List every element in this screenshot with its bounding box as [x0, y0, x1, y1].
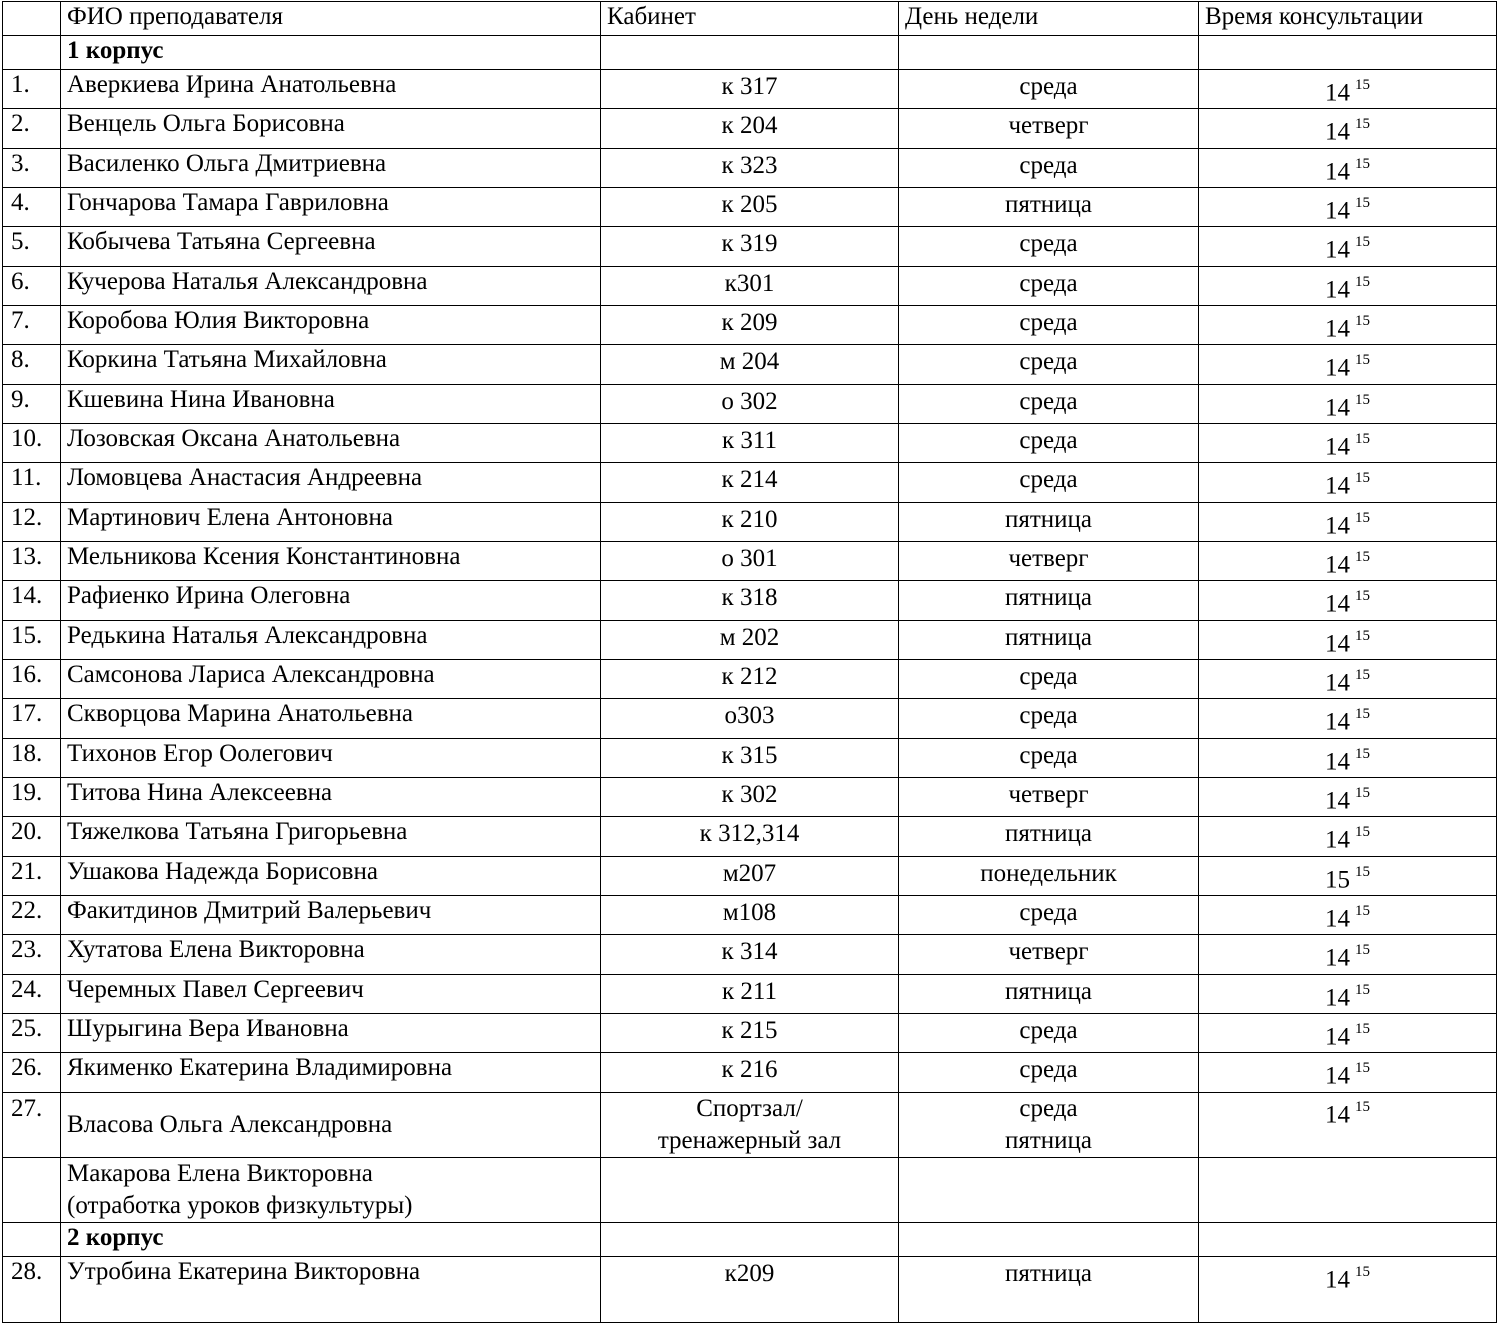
section-empty-cell — [3, 1222, 61, 1256]
table-row — [3, 502, 1497, 541]
time-minutes: 15 — [1355, 706, 1370, 723]
table-row — [3, 659, 1497, 698]
time-hour: 14 — [1325, 511, 1350, 539]
time-hour: 14 — [1325, 236, 1350, 264]
time-hour: 14 — [1325, 354, 1350, 382]
time-hour: 14 — [1325, 275, 1350, 303]
teacher-name: Кшевина Нина Ивановна — [61, 384, 601, 423]
time-hour: 14 — [1325, 1265, 1350, 1293]
time-minutes: 15 — [1355, 627, 1370, 644]
room: к 214 — [601, 463, 899, 502]
teacher-name: Утробина Екатерина Викторовна — [61, 1256, 601, 1322]
weekday: пятница — [899, 817, 1199, 856]
room: к 312,314 — [601, 817, 899, 856]
time-minutes: 15 — [1355, 1098, 1370, 1115]
row-number: 12. — [3, 502, 61, 541]
row-number: 17. — [3, 699, 61, 738]
time-hour: 14 — [1325, 905, 1350, 933]
time-minutes: 15 — [1355, 666, 1370, 683]
room: к 317 — [601, 70, 899, 109]
room: к 211 — [601, 974, 899, 1013]
consultation-time — [1199, 856, 1497, 895]
consultation-time — [1199, 384, 1497, 423]
teacher-name: Хутатова Елена Викторовна — [61, 935, 601, 974]
table-row — [3, 699, 1497, 738]
room: м 202 — [601, 620, 899, 659]
weekday — [899, 1157, 1199, 1222]
table-row — [3, 738, 1497, 777]
section-empty-cell — [601, 36, 899, 70]
teacher-name: Василенко Ольга Дмитриевна — [61, 148, 601, 187]
section-row — [3, 36, 1497, 70]
teacher-name: Венцель Ольга Борисовна — [61, 109, 601, 148]
consultation-time — [1199, 659, 1497, 698]
time-minutes: 15 — [1355, 352, 1370, 369]
time-minutes: 15 — [1355, 824, 1370, 841]
weekday: четверг — [899, 777, 1199, 816]
weekday: пятница — [899, 974, 1199, 1013]
table-row — [3, 148, 1497, 187]
teacher-name: Тяжелкова Татьяна Григорьевна — [61, 817, 601, 856]
weekday: среда — [899, 423, 1199, 462]
time-minutes: 15 — [1355, 155, 1370, 172]
row-number: 6. — [3, 266, 61, 305]
weekday: среда — [899, 148, 1199, 187]
teacher-name: Кобычева Татьяна Сергеевна — [61, 227, 601, 266]
weekday: среда — [899, 659, 1199, 698]
consultation-time — [1199, 305, 1497, 344]
weekday: понедельник — [899, 856, 1199, 895]
row-number — [3, 1157, 61, 1222]
room: о 301 — [601, 541, 899, 580]
header-day: День недели — [899, 2, 1199, 36]
time-hour: 14 — [1325, 708, 1350, 736]
row-number: 21. — [3, 856, 61, 895]
teacher-name: Факитдинов Дмитрий Валерьевич — [61, 895, 601, 934]
room: к 311 — [601, 423, 899, 462]
time-hour: 14 — [1325, 983, 1350, 1011]
consultation-time — [1199, 1013, 1497, 1052]
consultation-time — [1199, 187, 1497, 226]
time-hour: 14 — [1325, 79, 1350, 107]
time-hour: 14 — [1325, 433, 1350, 461]
time-hour: 14 — [1325, 315, 1350, 343]
table-row — [3, 1092, 1497, 1157]
teacher-name: Черемных Павел Сергеевич — [61, 974, 601, 1013]
consultation-time — [1199, 1092, 1497, 1157]
teacher-name: Аверкиева Ирина Анатольевна — [61, 70, 601, 109]
weekday: среда — [899, 699, 1199, 738]
row-number: 19. — [3, 777, 61, 816]
row-number: 27. — [3, 1092, 61, 1157]
consultation-time — [1199, 109, 1497, 148]
row-number: 24. — [3, 974, 61, 1013]
time-minutes: 15 — [1355, 430, 1370, 447]
row-number: 1. — [3, 70, 61, 109]
weekday: среда — [899, 305, 1199, 344]
row-number: 10. — [3, 423, 61, 462]
table-row — [3, 109, 1497, 148]
teacher-name: Шурыгина Вера Ивановна — [61, 1013, 601, 1052]
table-row — [3, 1053, 1497, 1092]
section-empty-cell — [3, 36, 61, 70]
weekday: среда — [899, 227, 1199, 266]
consultation-time — [1199, 1053, 1497, 1092]
room — [601, 1157, 899, 1222]
time-minutes: 15 — [1355, 863, 1370, 880]
room: к 302 — [601, 777, 899, 816]
room: к 209 — [601, 305, 899, 344]
consultation-time — [1199, 935, 1497, 974]
teacher-name: Скворцова Марина Анатольевна — [61, 699, 601, 738]
teacher-name: Ушакова Надежда Борисовна — [61, 856, 601, 895]
teacher-name: Тихонов Егор Оолегович — [61, 738, 601, 777]
room: о 302 — [601, 384, 899, 423]
header-time: Время консультации — [1199, 2, 1497, 36]
consultation-time — [1199, 502, 1497, 541]
teacher-name: Редькина Наталья Александровна — [61, 620, 601, 659]
header-row — [3, 2, 1497, 36]
row-number: 14. — [3, 581, 61, 620]
table-row — [3, 620, 1497, 659]
row-number: 7. — [3, 305, 61, 344]
consultation-time — [1199, 70, 1497, 109]
room: м108 — [601, 895, 899, 934]
room: к 212 — [601, 659, 899, 698]
consultation-time — [1199, 148, 1497, 187]
time-minutes: 15 — [1355, 234, 1370, 251]
teacher-name: Самсонова Лариса Александровна — [61, 659, 601, 698]
room: м207 — [601, 856, 899, 895]
table-row — [3, 345, 1497, 384]
time-minutes: 15 — [1355, 391, 1370, 408]
table-row — [3, 541, 1497, 580]
table-row — [3, 895, 1497, 934]
consultation-schedule-table — [2, 1, 1497, 1323]
row-number: 26. — [3, 1053, 61, 1092]
weekday: среда — [899, 895, 1199, 934]
table-row — [3, 423, 1497, 462]
time-hour: 14 — [1325, 1023, 1350, 1051]
weekday: пятница — [899, 581, 1199, 620]
section-empty-cell — [1199, 36, 1497, 70]
teacher-name: Мартинович Елена Антоновна — [61, 502, 601, 541]
time-hour: 14 — [1325, 118, 1350, 146]
weekday: пятница — [899, 502, 1199, 541]
time-hour: 14 — [1325, 669, 1350, 697]
time-minutes: 15 — [1355, 1263, 1370, 1280]
table-row — [3, 974, 1497, 1013]
time-hour: 14 — [1325, 590, 1350, 618]
time-hour: 14 — [1325, 393, 1350, 421]
row-number: 11. — [3, 463, 61, 502]
weekday: среда — [899, 1013, 1199, 1052]
time-minutes: 15 — [1355, 509, 1370, 526]
table-row — [3, 817, 1497, 856]
row-number: 3. — [3, 148, 61, 187]
row-number: 5. — [3, 227, 61, 266]
time-minutes: 15 — [1355, 942, 1370, 959]
room: Спортзал/ тренажерный зал — [601, 1092, 899, 1157]
time-minutes: 15 — [1355, 77, 1370, 93]
time-hour: 15 — [1325, 865, 1350, 893]
section-row — [3, 1222, 1497, 1256]
weekday: среда — [899, 738, 1199, 777]
room: к 318 — [601, 581, 899, 620]
time-minutes: 15 — [1355, 116, 1370, 133]
consultation-time — [1199, 620, 1497, 659]
time-minutes: 15 — [1355, 902, 1370, 919]
table-row — [3, 1256, 1497, 1322]
row-number: 20. — [3, 817, 61, 856]
weekday: среда — [899, 384, 1199, 423]
room: к 205 — [601, 187, 899, 226]
weekday: среда — [899, 463, 1199, 502]
consultation-time — [1199, 227, 1497, 266]
table-row — [3, 581, 1497, 620]
teacher-name: Макарова Елена Викторовна (отработка уроков физкультуры) — [61, 1157, 601, 1222]
time-minutes: 15 — [1355, 588, 1370, 605]
teacher-name: Гончарова Тамара Гавриловна — [61, 187, 601, 226]
teacher-name: Власова Ольга Александровна — [61, 1092, 601, 1157]
table-body — [3, 36, 1497, 1323]
room: к 210 — [601, 502, 899, 541]
consultation-time — [1199, 817, 1497, 856]
room: к209 — [601, 1256, 899, 1322]
teacher-name: Коркина Татьяна Михайловна — [61, 345, 601, 384]
consultation-time — [1199, 463, 1497, 502]
room: к 323 — [601, 148, 899, 187]
row-number: 25. — [3, 1013, 61, 1052]
table-row — [3, 463, 1497, 502]
row-number: 18. — [3, 738, 61, 777]
time-minutes: 15 — [1355, 273, 1370, 290]
teacher-name: Кучерова Наталья Александровна — [61, 266, 601, 305]
time-minutes: 15 — [1355, 745, 1370, 762]
time-hour: 14 — [1325, 747, 1350, 775]
table-row — [3, 70, 1497, 109]
table-row — [3, 266, 1497, 305]
time-hour: 14 — [1325, 551, 1350, 579]
consultation-time — [1199, 699, 1497, 738]
row-number: 4. — [3, 187, 61, 226]
time-hour: 14 — [1325, 197, 1350, 225]
teacher-name: Якименко Екатерина Владимировна — [61, 1053, 601, 1092]
weekday: среда пятница — [899, 1092, 1199, 1157]
weekday: среда — [899, 345, 1199, 384]
table-row — [3, 227, 1497, 266]
room: к 216 — [601, 1053, 899, 1092]
consultation-time — [1199, 266, 1497, 305]
teacher-name: Титова Нина Алексеевна — [61, 777, 601, 816]
consultation-time — [1199, 345, 1497, 384]
time-hour: 14 — [1325, 1100, 1350, 1128]
row-number: 2. — [3, 109, 61, 148]
time-minutes: 15 — [1355, 784, 1370, 801]
section-title: 2 корпус — [61, 1222, 601, 1256]
time-hour: 14 — [1325, 629, 1350, 657]
row-number: 16. — [3, 659, 61, 698]
weekday: четверг — [899, 541, 1199, 580]
consultation-time — [1199, 777, 1497, 816]
section-empty-cell — [899, 36, 1199, 70]
room: к 314 — [601, 935, 899, 974]
consultation-time — [1199, 1256, 1497, 1322]
weekday: среда — [899, 70, 1199, 109]
consultation-time — [1199, 1157, 1497, 1222]
table-row — [3, 1013, 1497, 1052]
time-hour: 14 — [1325, 944, 1350, 972]
time-hour: 14 — [1325, 157, 1350, 185]
time-minutes: 15 — [1355, 548, 1370, 565]
header-room: Кабинет — [601, 2, 899, 36]
section-empty-cell — [1199, 1222, 1497, 1256]
row-number: 9. — [3, 384, 61, 423]
room: м 204 — [601, 345, 899, 384]
row-number: 8. — [3, 345, 61, 384]
time-hour: 14 — [1325, 787, 1350, 815]
table-row — [3, 187, 1497, 226]
table-row — [3, 777, 1497, 816]
consultation-time — [1199, 581, 1497, 620]
weekday: среда — [899, 266, 1199, 305]
table-row — [3, 935, 1497, 974]
room: о303 — [601, 699, 899, 738]
row-number: 13. — [3, 541, 61, 580]
table-row — [3, 856, 1497, 895]
teacher-name: Лозовская Оксана Анатольевна — [61, 423, 601, 462]
section-empty-cell — [601, 1222, 899, 1256]
time-minutes: 15 — [1355, 981, 1370, 998]
room: к301 — [601, 266, 899, 305]
teacher-name: Рафиенко Ирина Олеговна — [61, 581, 601, 620]
table-row — [3, 305, 1497, 344]
teacher-name: Мельникова Ксения Константиновна — [61, 541, 601, 580]
row-number: 22. — [3, 895, 61, 934]
time-hour: 14 — [1325, 826, 1350, 854]
row-number: 28. — [3, 1256, 61, 1322]
room: к 215 — [601, 1013, 899, 1052]
time-hour: 14 — [1325, 1062, 1350, 1090]
time-minutes: 15 — [1355, 1020, 1370, 1037]
time-minutes: 15 — [1355, 470, 1370, 487]
weekday: пятница — [899, 620, 1199, 659]
weekday: среда — [899, 1053, 1199, 1092]
time-minutes: 15 — [1355, 1060, 1370, 1077]
section-empty-cell — [899, 1222, 1199, 1256]
table-row — [3, 1157, 1497, 1222]
section-title: 1 корпус — [61, 36, 601, 70]
teacher-name: Ломовцева Анастасия Андреевна — [61, 463, 601, 502]
weekday: четверг — [899, 109, 1199, 148]
consultation-time — [1199, 974, 1497, 1013]
teacher-name: Коробова Юлия Викторовна — [61, 305, 601, 344]
row-number: 23. — [3, 935, 61, 974]
header-teacher-name: ФИО преподавателя — [61, 2, 601, 36]
room: к 315 — [601, 738, 899, 777]
time-minutes: 15 — [1355, 194, 1370, 211]
consultation-time — [1199, 423, 1497, 462]
table-row — [3, 384, 1497, 423]
weekday: пятница — [899, 1256, 1199, 1322]
weekday: пятница — [899, 187, 1199, 226]
room: к 319 — [601, 227, 899, 266]
consultation-time — [1199, 541, 1497, 580]
time-hour: 14 — [1325, 472, 1350, 500]
time-minutes: 15 — [1355, 312, 1370, 329]
consultation-time — [1199, 895, 1497, 934]
row-number: 15. — [3, 620, 61, 659]
consultation-time — [1199, 738, 1497, 777]
room: к 204 — [601, 109, 899, 148]
weekday: четверг — [899, 935, 1199, 974]
header-number — [3, 2, 61, 36]
